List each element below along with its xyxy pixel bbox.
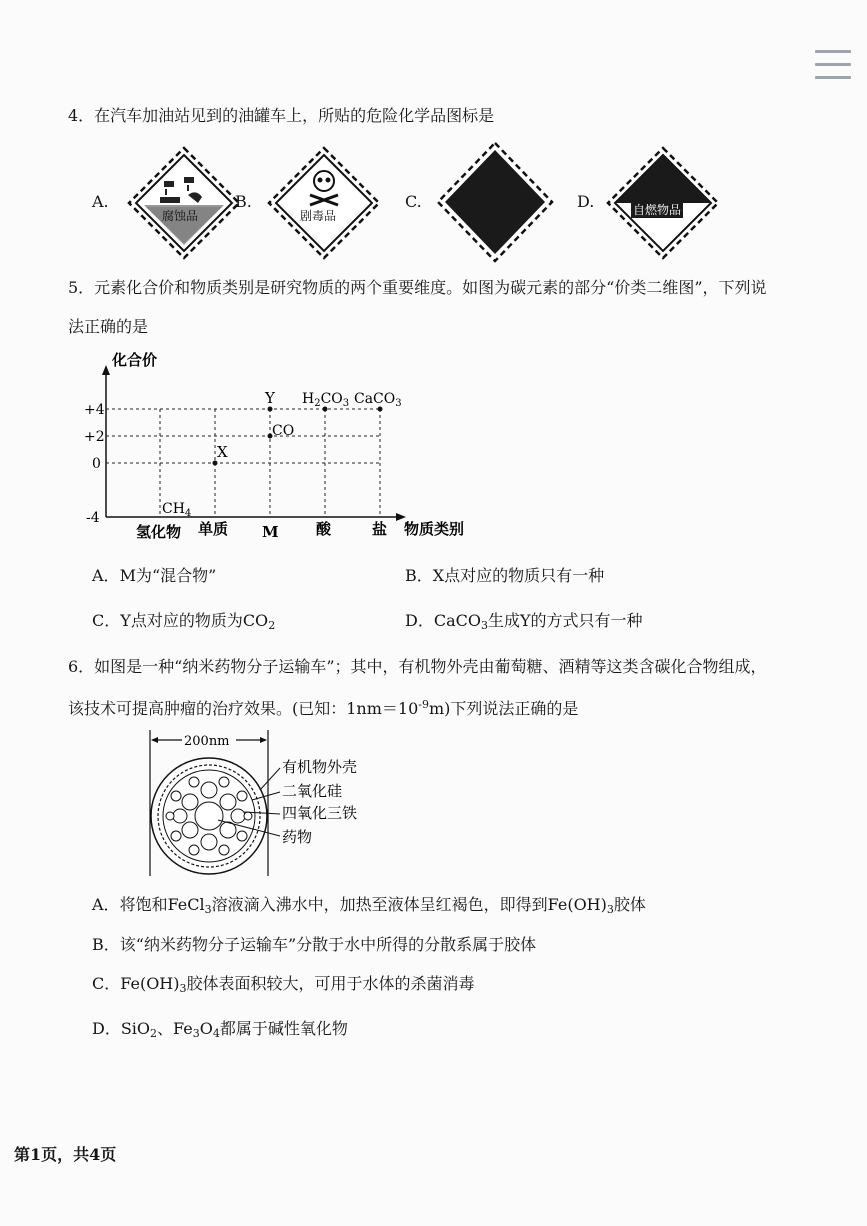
q6-option-c[interactable]: C．$Fe(OH)_3$胶体表面积较大，可用于水体的杀菌消毒 (92, 974, 475, 995)
question-6-line2: 该技术可提高肿瘤的治疗效果。(已知：$1nm=10^{-9}m$)下列说法正确的是 (68, 698, 579, 718)
label-silica: 二氧化硅 (282, 782, 343, 800)
x-axis-label: 物质类别 (404, 520, 465, 538)
q4-option-c-letter: C. (405, 192, 422, 211)
menu-bar (815, 76, 851, 79)
q4-option-b-letter: B. (235, 192, 252, 211)
question-5-line2: 法正确的是 (68, 317, 149, 336)
q5-option-a[interactable] (92, 563, 216, 586)
q5-option-c[interactable]: C．Y点对应的物质为$CO_2$ (92, 611, 276, 632)
sign-label-a: 腐蚀品 (162, 209, 199, 223)
q6-option-a[interactable]: A．将饱和FeCl$_3$溶液滴入沸水中，加热至液体呈红褐色，即得到$Fe(OH)_3$胶体 (92, 895, 646, 916)
q5-option-d-text-mid: 生成Y的方式只有一种 (487, 611, 643, 630)
width-label: 200nm (184, 734, 230, 749)
q5-option-b[interactable] (405, 563, 604, 586)
label-ch4: $CH_4$ (162, 501, 192, 519)
q5-option-a-text: M为“混合物” (119, 566, 217, 585)
toxic-skull-sign-icon (266, 145, 382, 261)
x-tick-m: M (262, 523, 279, 541)
point-y (268, 407, 273, 412)
page-footer: 第1页，共4页 (14, 1145, 117, 1164)
q5-option-b-text: X点对应的物质只有一种 (432, 566, 605, 585)
q5-option-d-letter: D． (405, 611, 434, 630)
menu-bar (815, 50, 851, 53)
question-6-line1: 6．如图是一种“纳米药物分子运输车”；其中，有机物外壳由葡萄糖、酒精等这类含碳化合物组成， (68, 657, 767, 676)
label-co: CO (272, 423, 295, 439)
q4-option-a-letter: A. (92, 192, 109, 211)
label-x: X (217, 443, 228, 461)
q5-option-a-letter: A． (92, 566, 120, 585)
label-organic-shell: 有机物外壳 (282, 758, 358, 776)
y-axis-label: 化合价 (112, 351, 158, 369)
q5-option-c-text: Y点对应的物质为CO (120, 611, 269, 630)
label-fe3o4: 四氧化三铁 (282, 804, 358, 822)
q6-option-b[interactable]: B．该“纳米药物分子运输车”分散于水中所得的分散系属于胶体 (92, 935, 537, 954)
x-tick-element: 单质 (198, 520, 229, 538)
y-tick-0: 0 (92, 456, 101, 472)
corrosive-sign-icon (126, 145, 242, 261)
y-tick-minus4: -4 (86, 510, 100, 526)
q5-option-b-letter: B． (405, 566, 433, 585)
spontaneous-combustion-sign-icon (605, 145, 721, 261)
label-h2co3: $H_2CO_3$ (302, 391, 350, 409)
point-caco3 (378, 407, 383, 412)
label-y: Y (265, 389, 275, 407)
menu-bar (815, 63, 851, 66)
question-5-line1: 5．元素化合价和物质类别是研究物质的两个重要维度。如图为碳元素的部分“价类二维图”，下列说 (68, 278, 767, 297)
x-tick-acid: 酸 (316, 520, 332, 538)
q5-option-d[interactable]: D．CaCO$_3$生成Y的方式只有一种 (405, 611, 643, 632)
q6-option-c-letter: C． (92, 974, 121, 993)
x-tick-hydride: 氢化物 (136, 523, 182, 541)
label-caco3: CaCO$_3$ (354, 391, 402, 409)
q6-option-d[interactable]: D．SiO$_2$、$Fe_3O_4$都属于碱性氧化物 (92, 1019, 348, 1040)
q6-option-d-letter: D． (92, 1019, 121, 1038)
point-x (213, 461, 218, 466)
sign-label-b: 剧毒品 (300, 209, 337, 223)
q6-option-b-letter: B． (92, 935, 120, 954)
y-tick-plus2: +2 (84, 429, 105, 445)
label-drug: 药物 (282, 828, 313, 846)
q5-option-d-text: CaCO (433, 611, 481, 630)
y-axis-arrow (102, 365, 110, 375)
nano-carrier-diagram (140, 728, 380, 878)
x-tick-salt: 盐 (372, 520, 388, 538)
y-tick-plus4: +4 (84, 402, 105, 418)
q6-option-a-letter: A． (92, 895, 120, 914)
q4-option-d-letter: D. (577, 192, 595, 211)
valence-class-chart (80, 345, 480, 545)
sign-label-d: 自燃物品 (633, 203, 682, 217)
q5-option-c-letter: C． (92, 611, 121, 630)
dark-diamond-sign-icon (435, 140, 555, 264)
hamburger-menu-icon[interactable] (815, 50, 851, 80)
point-h2co3 (323, 407, 328, 412)
question-4-text: 4．在汽车加油站见到的油罐车上，所贴的危险化学品图标是 (68, 106, 495, 125)
